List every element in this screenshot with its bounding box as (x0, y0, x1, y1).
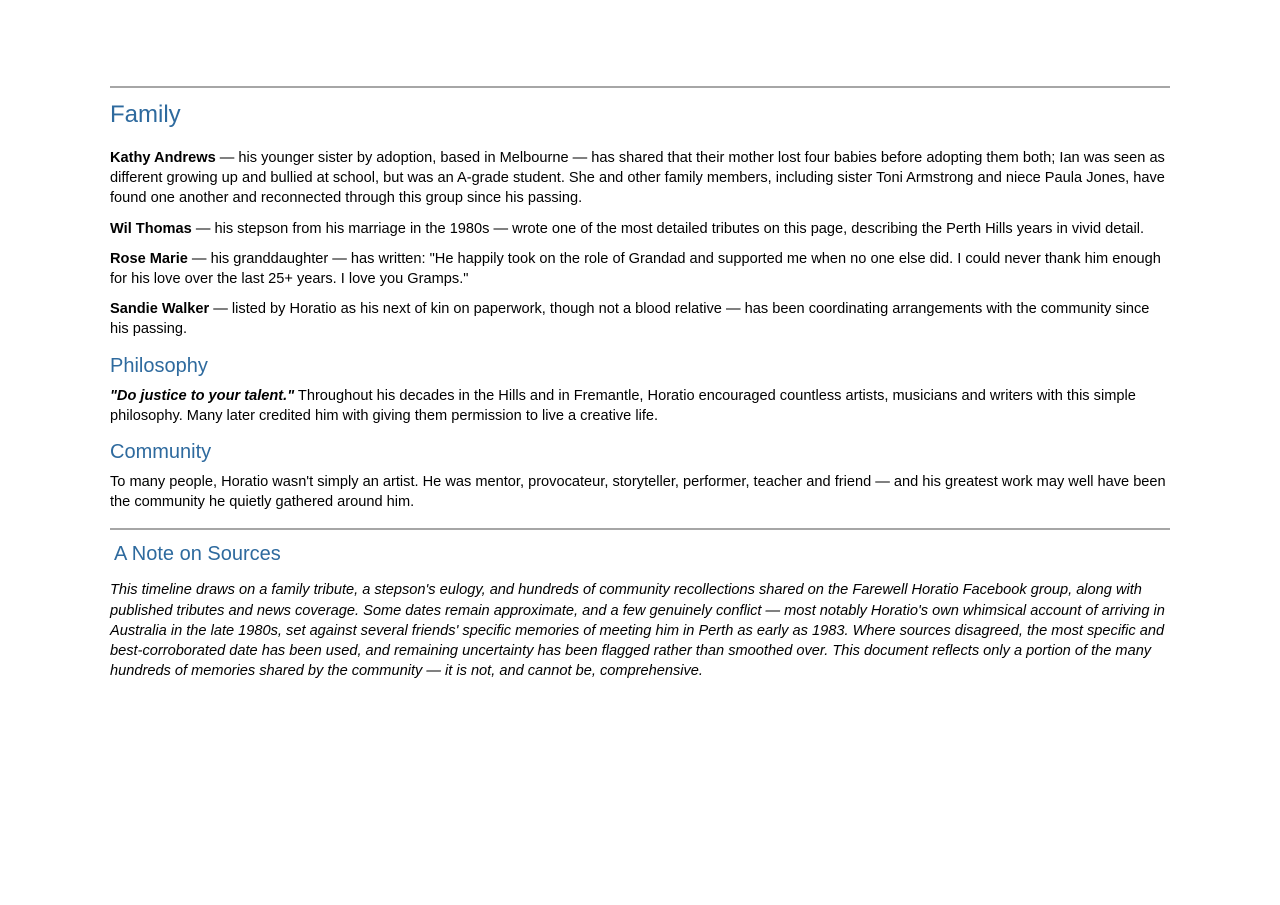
family-entry-rose (110, 249, 1170, 289)
section-divider-sources (110, 528, 1170, 530)
family-entry-sandie (110, 299, 1170, 339)
sources-paragraph: This timeline draws on a family tribute, a stepson's eulogy, and hundreds of community recollections shared on the Farewell Horatio Facebook group, along with published tributes and news coverage. Some dates remain approximate, and a few genuinely conflict — most notably Horatio's own whimsical account of arriving in Australia in the late 1980s, set against several friends' specific memories of meeting him in Perth as early as 1983. Where sources disagreed, the most specific and best-corroborated date has been used, and remaining uncertainty has been flagged rather than smoothed over. This document reflects only a portion of the many hundreds of memories shared by the community — it is not, and cannot be, comprehensive. (110, 582, 1165, 680)
family-entry-name: Wil Thomas (110, 220, 192, 237)
document-page (110, 86, 1170, 691)
community-heading: Community (110, 441, 212, 464)
family-entry-text: — his stepson from his marriage in the 1980s — wrote one of the most detailed tributes on this page, describing the Perth Hills years in vivid detail. (191, 220, 1145, 237)
family-entry-name: Sandie Walker (110, 301, 210, 318)
philosophy-paragraph (110, 386, 1170, 426)
family-entry-text: — his granddaughter — has written: "He happily took on the role of Grandad and supported me when no one else did. I could never thank him enough for his love over the last 25+ years. I love you Gramps." (110, 250, 1161, 288)
family-entry-kathy (110, 148, 1170, 209)
family-entry-wil (110, 219, 1170, 239)
family-entry-text: — listed by Horatio as his next of kin on paperwork, though not a blood relative — has been coordinating arrangements with the community since his passing. (110, 301, 1150, 338)
philosophy-quote: "Do justice to your talent." (110, 387, 295, 404)
philosophy-heading: Philosophy (110, 354, 208, 377)
philosophy-text: Throughout his decades in the Hills and in Fremantle, Horatio encouraged countless artists, musicians and writers with this simple philosophy. Many later credited him with giving them permission to live a creative life. (110, 387, 1136, 424)
family-heading: Family (110, 101, 181, 128)
section-divider-top (110, 86, 1170, 88)
sources-heading: A Note on Sources (114, 543, 281, 566)
family-entry-name: Rose Marie (110, 250, 188, 267)
family-entry-name: Kathy Andrews (110, 150, 216, 166)
community-paragraph: To many people, Horatio wasn't simply an artist. He was mentor, provocateur, storyteller, performer, teacher and friend — and his greatest work may well have been the community he quietly gathered around him. (110, 474, 1166, 511)
family-entry-text: — his younger sister by adoption, based in Melbourne — has shared that their mother lost four babies before adopting them both; Ian was seen as different growing up and bullied at school, but was an A-grade student. She and other family members, including sister Toni Armstrong and niece Paula Jones, have found one another and reconnected through this group since his passing. (110, 150, 1165, 207)
